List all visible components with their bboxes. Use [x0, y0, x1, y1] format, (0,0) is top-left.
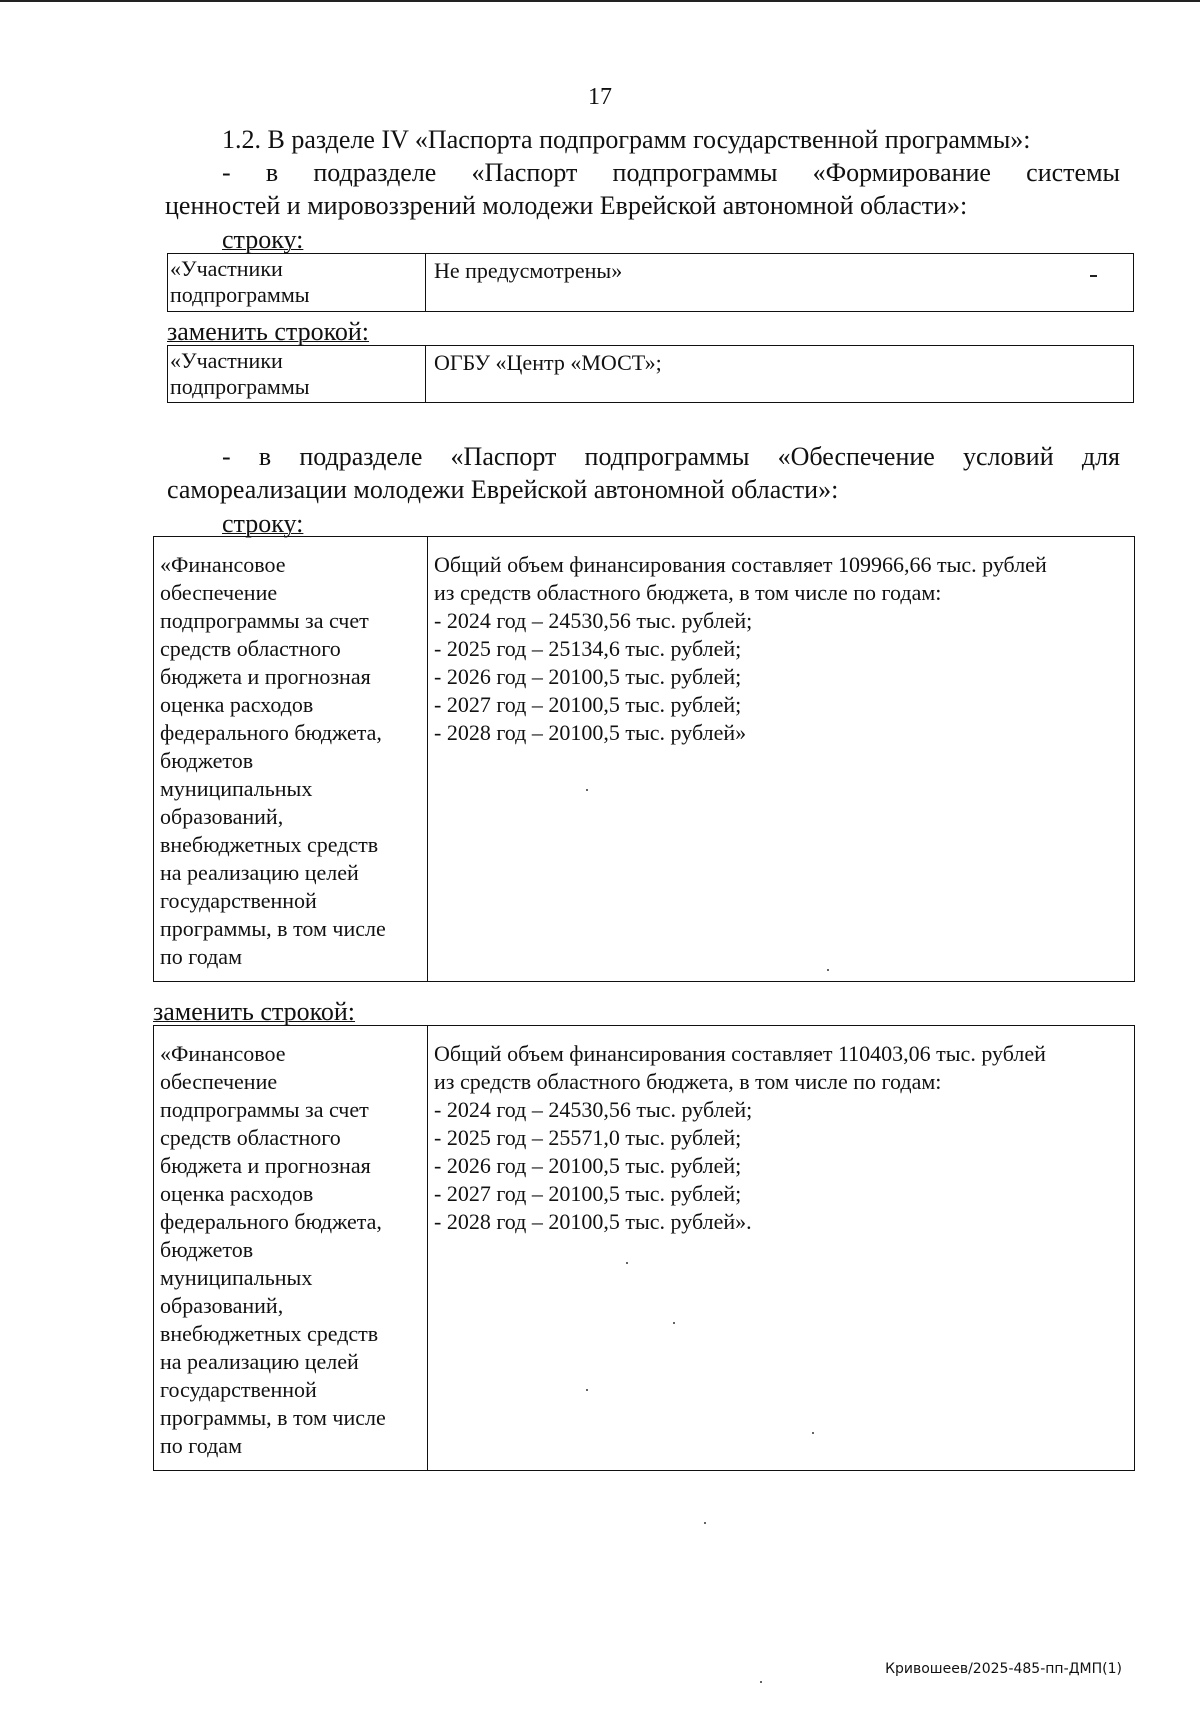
page-number: 17 — [588, 84, 612, 110]
label-line: внебюджетных средств — [160, 1321, 379, 1346]
value-line: - 2025 год – 25134,6 тыс. рублей; — [434, 636, 742, 661]
label-line: бюджетов — [160, 748, 254, 773]
label-line: обеспечение — [160, 1069, 278, 1094]
label-line: «Финансовое — [160, 552, 286, 577]
old-row-value-cell — [426, 254, 1134, 312]
old-row-value: Не предусмотрены» — [434, 258, 623, 283]
label-line: оценка расходов — [160, 1181, 314, 1206]
label-line: федерального бюджета, — [160, 1209, 382, 1234]
label-line: на реализацию целей — [160, 1349, 359, 1374]
scan-edge — [0, 0, 1200, 2]
section2-intro-line1: - в подразделе «Паспорт подпрограммы «Обеспечение условий для — [222, 442, 1120, 471]
old-row-label-line1: «Участники — [170, 256, 283, 281]
label-line: на реализацию целей — [160, 860, 359, 885]
label-line: программы, в том числе — [160, 916, 386, 941]
scan-speck — [812, 1432, 814, 1434]
label-line: оценка расходов — [160, 692, 314, 717]
section1-intro-line1: - в подразделе «Паспорт подпрограммы «Формирование системы — [222, 158, 1120, 187]
label-line: по годам — [160, 944, 242, 969]
scan-speck — [626, 1262, 628, 1264]
value-line: - 2024 год – 24530,56 тыс. рублей; — [434, 1097, 753, 1122]
value-line: - 2027 год – 20100,5 тыс. рублей; — [434, 692, 742, 717]
label-line: образований, — [160, 1293, 284, 1318]
label-line: образований, — [160, 804, 284, 829]
label-line: бюджета и прогнозная — [160, 664, 371, 689]
label-line: бюджетов — [160, 1237, 254, 1262]
value-line: - 2024 год – 24530,56 тыс. рублей; — [434, 608, 753, 633]
table-row — [154, 537, 1135, 982]
section1-intro-line2: ценностей и мировоззрений молодежи Еврейской автономной области»: — [165, 191, 968, 220]
old-financing-value-cell — [428, 537, 1135, 982]
label-line: по годам — [160, 1433, 242, 1458]
label-line: подпрограммы за счет — [160, 1097, 369, 1122]
section2-row-label: строку: — [222, 509, 304, 538]
scan-speck — [827, 969, 829, 971]
table-row — [154, 1026, 1135, 1471]
section2-intro-line2: самореализации молодежи Еврейской автономной области»: — [167, 475, 839, 504]
label-line: государственной — [160, 888, 317, 913]
label-line: «Финансовое — [160, 1041, 286, 1066]
scan-speck — [586, 1389, 588, 1391]
value-line: - 2028 год – 20100,5 тыс. рублей» — [434, 720, 747, 745]
label-line: федерального бюджета, — [160, 720, 382, 745]
value-line: - 2025 год – 25571,0 тыс. рублей; — [434, 1125, 742, 1150]
section2-replace-label: заменить строкой: — [153, 997, 356, 1026]
section-heading: 1.2. В разделе IV «Паспорта подпрограмм государственной программы»: — [222, 125, 1031, 154]
old-financing-label-cell — [154, 537, 428, 982]
label-line: муниципальных — [160, 776, 313, 801]
new-row-label-line1: «Участники — [170, 348, 283, 373]
label-line: муниципальных — [160, 1265, 313, 1290]
label-line: бюджета и прогнозная — [160, 1153, 371, 1178]
new-row-value-cell — [426, 346, 1134, 403]
label-line: программы, в том числе — [160, 1405, 386, 1430]
value-line: - 2028 год – 20100,5 тыс. рублей». — [434, 1209, 752, 1234]
new-row-value: ОГБУ «Центр «МОСТ»; — [434, 350, 662, 375]
value-line: из средств областного бюджета, в том числе по годам: — [434, 1069, 942, 1094]
value-line: Общий объем финансирования составляет 110403,06 тыс. рублей — [434, 1041, 1046, 1066]
new-financing-value-cell — [428, 1026, 1135, 1471]
scan-speck — [586, 789, 588, 791]
old-row-label-line2: подпрограммы — [170, 282, 310, 307]
section2-new-financing-table — [153, 1025, 1135, 1471]
scan-speck — [704, 1522, 706, 1524]
label-line: обеспечение — [160, 580, 278, 605]
table-row — [168, 346, 1134, 403]
scan-speck — [1090, 275, 1097, 277]
label-line: средств областного — [160, 1125, 341, 1150]
section1-new-row-table — [167, 345, 1134, 403]
document-footer-id: Кривошеев/2025-485-пп-ДМП(1) — [885, 1661, 1122, 1677]
scan-speck — [760, 1681, 762, 1683]
old-row-label-cell — [168, 254, 426, 312]
section1-replace-label: заменить строкой: — [167, 317, 370, 346]
section1-row-label: строку: — [222, 225, 304, 254]
value-line: Общий объем финансирования составляет 109966,66 тыс. рублей — [434, 552, 1047, 577]
new-financing-label-cell — [154, 1026, 428, 1471]
scan-speck — [673, 1322, 675, 1324]
label-line: средств областного — [160, 636, 341, 661]
label-line: подпрограммы за счет — [160, 608, 369, 633]
label-line: государственной — [160, 1377, 317, 1402]
section2-old-financing-table — [153, 536, 1135, 982]
section1-old-row-table — [167, 253, 1134, 312]
value-line: из средств областного бюджета, в том числе по годам: — [434, 580, 942, 605]
value-line: - 2026 год – 20100,5 тыс. рублей; — [434, 1153, 742, 1178]
value-line: - 2027 год – 20100,5 тыс. рублей; — [434, 1181, 742, 1206]
new-row-label-cell — [168, 346, 426, 403]
label-line: внебюджетных средств — [160, 832, 379, 857]
value-line: - 2026 год – 20100,5 тыс. рублей; — [434, 664, 742, 689]
table-row — [168, 254, 1134, 312]
new-row-label-line2: подпрограммы — [170, 374, 310, 399]
